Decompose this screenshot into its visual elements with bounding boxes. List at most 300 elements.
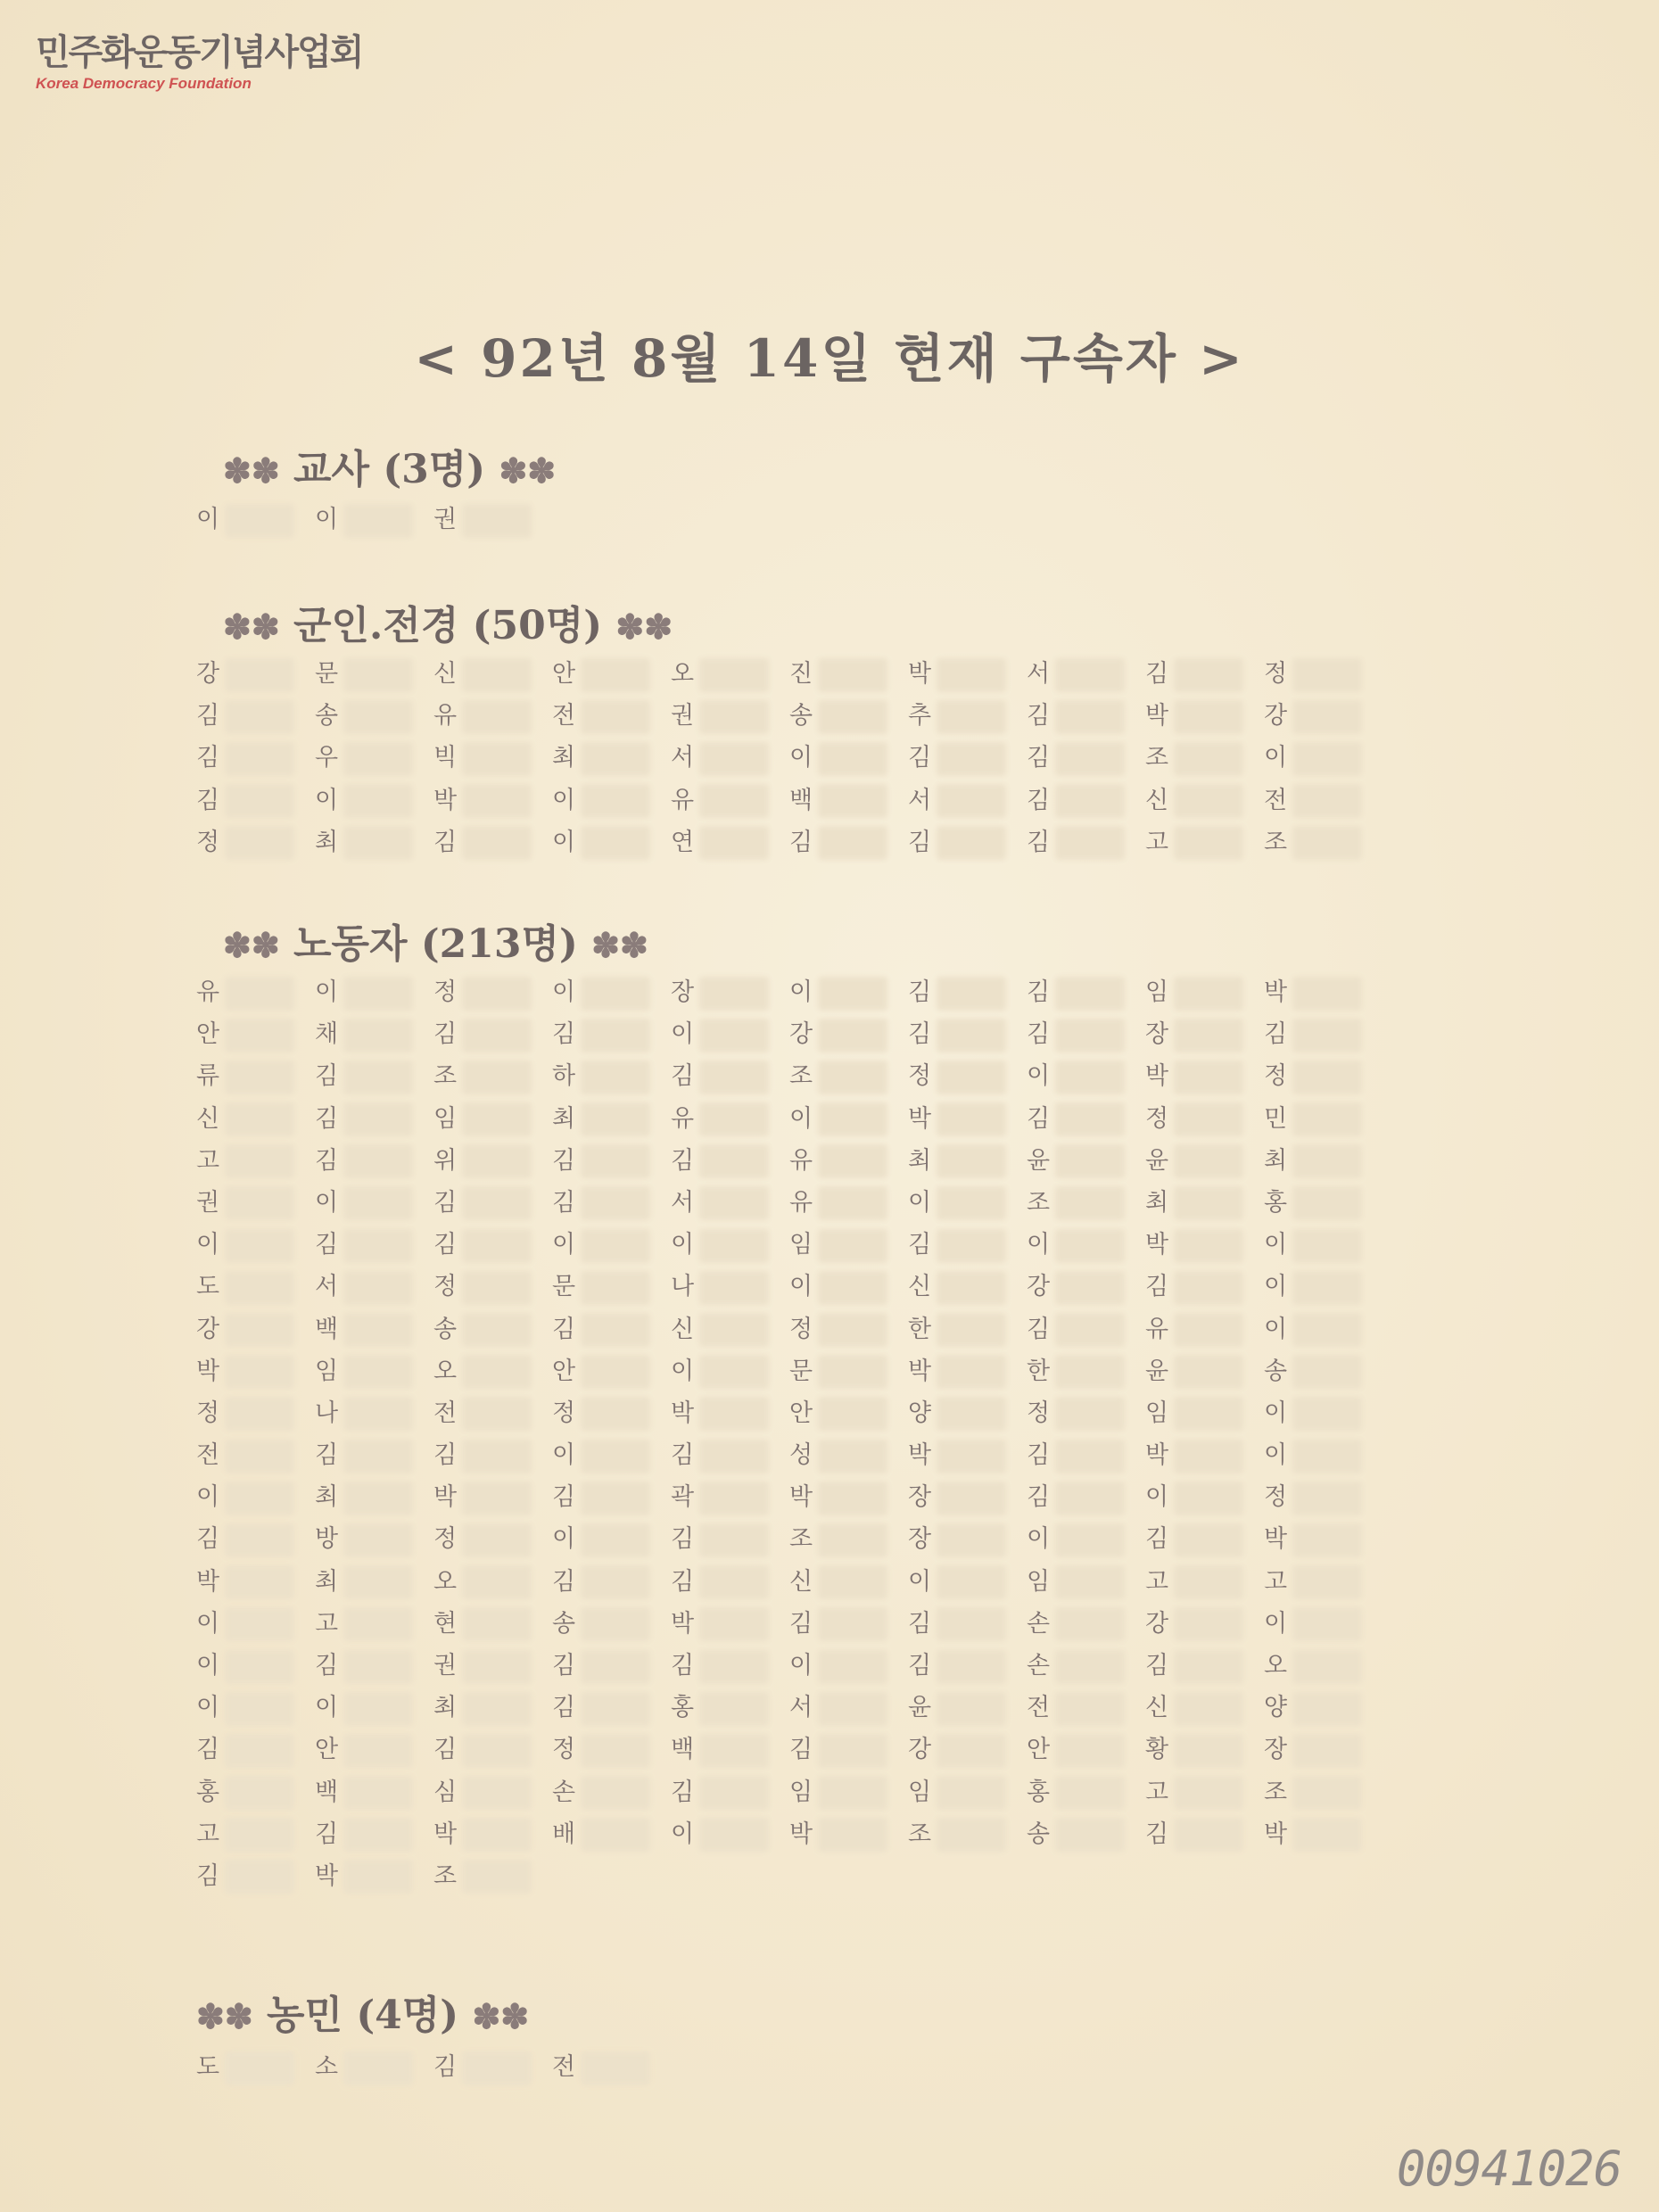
name-entry <box>1264 1775 1380 1811</box>
name-entry <box>789 1817 905 1853</box>
name-entry <box>315 1102 431 1137</box>
surname-text: 한 <box>908 1315 932 1343</box>
surname-text: 조 <box>433 1861 458 1890</box>
name-entry <box>1027 1648 1143 1684</box>
surname-text: 이 <box>789 744 813 772</box>
name-entry <box>196 1354 312 1390</box>
name-entry <box>552 740 668 776</box>
redaction-blur <box>462 742 532 776</box>
redaction-blur <box>581 977 650 1011</box>
surname-text: 김 <box>1027 1020 1051 1049</box>
redaction-blur <box>699 1186 769 1220</box>
redaction-blur <box>937 1061 1006 1094</box>
redaction-blur <box>1174 1019 1243 1052</box>
name-entry <box>315 825 431 861</box>
surname-text: 유 <box>671 1104 695 1133</box>
name-entry <box>1027 1690 1143 1726</box>
name-entry <box>315 783 431 819</box>
name-entry <box>196 1732 312 1768</box>
surname-text: 김 <box>908 1609 932 1638</box>
redaction-blur <box>699 1818 769 1852</box>
name-entry <box>552 1102 668 1137</box>
name-entry <box>1145 1059 1261 1094</box>
redaction-blur <box>1055 1440 1125 1473</box>
name-entry <box>433 698 549 734</box>
redaction-blur <box>699 826 769 860</box>
name-entry <box>315 975 431 1011</box>
redaction-blur <box>937 1523 1006 1557</box>
surname-text: 이 <box>196 1694 220 1722</box>
redaction-blur <box>937 1271 1006 1305</box>
surname-text: 강 <box>196 1315 220 1343</box>
name-entry <box>789 1102 905 1137</box>
redaction-blur <box>1055 1229 1125 1263</box>
redaction-blur <box>937 1019 1006 1052</box>
name-entry <box>315 698 431 734</box>
surname-text: 도 <box>196 2053 220 2081</box>
surname-text: 오 <box>1264 1652 1288 1680</box>
name-entry <box>315 2050 431 2085</box>
name-entry <box>552 1227 668 1263</box>
name-entry <box>1264 1648 1380 1684</box>
surname-text: 홍 <box>1264 1188 1288 1217</box>
surname-text: 김 <box>1145 1525 1169 1554</box>
redaction-blur <box>343 742 413 776</box>
name-entry <box>671 1648 787 1684</box>
surname-text: 이 <box>789 1104 813 1133</box>
surname-text: 민 <box>1264 1104 1288 1133</box>
name-entry <box>433 1185 549 1221</box>
surname-text: 손 <box>1027 1609 1051 1638</box>
redaction-blur <box>1174 1102 1243 1136</box>
surname-text: 박 <box>433 786 458 814</box>
redaction-blur <box>699 1650 769 1684</box>
name-entry <box>552 1690 668 1726</box>
surname-text: 오 <box>671 660 695 688</box>
surname-text: 현 <box>433 1609 458 1638</box>
redaction-blur <box>225 1565 294 1599</box>
name-entry <box>433 1396 549 1432</box>
redaction-blur <box>581 784 650 818</box>
redaction-blur <box>462 1565 532 1599</box>
surname-text: 최 <box>552 1104 576 1133</box>
name-entry <box>1264 1564 1380 1600</box>
surname-text: 유 <box>789 1188 813 1217</box>
surname-text: 윤 <box>1027 1146 1051 1175</box>
redaction-blur <box>937 658 1006 692</box>
surname-text: 박 <box>196 1567 220 1596</box>
surname-text: 문 <box>552 1273 576 1301</box>
surname-text: 박 <box>908 1357 932 1385</box>
surname-text: 이 <box>789 1273 813 1301</box>
redaction-blur <box>462 1061 532 1094</box>
surname-text: 이 <box>552 1525 576 1554</box>
name-entry <box>315 1269 431 1305</box>
name-entry <box>1145 1269 1261 1305</box>
surname-text: 서 <box>671 744 695 772</box>
surname-text: 박 <box>1264 978 1288 1006</box>
surname-text: 신 <box>1145 1694 1169 1722</box>
name-entry <box>1027 698 1143 734</box>
surname-text: 성 <box>789 1441 813 1470</box>
name-entry <box>552 1312 668 1348</box>
redaction-blur <box>937 1440 1006 1473</box>
name-entry <box>789 1396 905 1432</box>
name-entry <box>1145 698 1261 734</box>
surname-text: 김 <box>433 1020 458 1049</box>
redaction-blur <box>1174 1607 1243 1641</box>
redaction-blur <box>1055 658 1125 692</box>
redaction-blur <box>1055 1271 1125 1305</box>
surname-text: 신 <box>433 660 458 688</box>
name-entry <box>671 1102 787 1137</box>
surname-text: 이 <box>552 978 576 1006</box>
surname-text: 김 <box>433 1231 458 1259</box>
redaction-blur <box>818 1271 887 1305</box>
surname-text: 최 <box>315 1567 339 1596</box>
redaction-blur <box>818 1229 887 1263</box>
redaction-blur <box>818 977 887 1011</box>
redaction-blur <box>343 504 413 538</box>
redaction-blur <box>1174 1186 1243 1220</box>
redaction-blur <box>462 504 532 538</box>
redaction-blur <box>1292 1523 1362 1557</box>
surname-text: 박 <box>671 1399 695 1427</box>
name-entry <box>789 1480 905 1515</box>
name-entry <box>433 740 549 776</box>
name-entry <box>433 1017 549 1052</box>
surname-text: 이 <box>315 506 339 533</box>
name-entry <box>315 1732 431 1768</box>
redaction-blur <box>343 1565 413 1599</box>
name-entry <box>1264 698 1380 734</box>
redaction-blur <box>1174 1229 1243 1263</box>
surname-text: 나 <box>315 1399 339 1427</box>
redaction-blur <box>1174 1523 1243 1557</box>
surname-text: 박 <box>1145 1441 1169 1470</box>
surname-text: 이 <box>789 1652 813 1680</box>
name-entry <box>908 1143 1024 1179</box>
surname-text: 김 <box>315 1441 339 1470</box>
surname-text: 김 <box>908 1020 932 1049</box>
name-entry <box>1145 656 1261 692</box>
name-entry <box>1264 1227 1380 1263</box>
section-heading-teachers <box>223 437 556 494</box>
redaction-blur <box>699 700 769 734</box>
surname-text: 이 <box>196 1483 220 1512</box>
redaction-blur <box>343 1144 413 1178</box>
name-entry <box>1264 1396 1380 1432</box>
surname-text: 김 <box>433 828 458 856</box>
surname-text: 전 <box>552 702 576 730</box>
surname-text: 정 <box>196 1399 220 1427</box>
name-entry <box>1145 1817 1261 1853</box>
redaction-blur <box>581 826 650 860</box>
redaction-blur <box>1292 1482 1362 1515</box>
redaction-blur <box>343 1102 413 1136</box>
redaction-blur <box>699 1061 769 1094</box>
surname-text: 김 <box>552 1188 576 1217</box>
name-entry <box>1264 975 1380 1011</box>
name-entry <box>789 1143 905 1179</box>
name-entry <box>671 698 787 734</box>
redaction-blur <box>225 1271 294 1305</box>
redaction-blur <box>937 1818 1006 1852</box>
redaction-blur <box>581 1144 650 1178</box>
redaction-blur <box>1055 700 1125 734</box>
name-entry <box>1264 1059 1380 1094</box>
name-entry <box>552 783 668 819</box>
redaction-blur <box>1174 1565 1243 1599</box>
surname-text: 백 <box>789 786 813 814</box>
redaction-blur <box>462 1271 532 1305</box>
name-entry <box>1145 1017 1261 1052</box>
surname-text: 임 <box>315 1357 339 1385</box>
redaction-blur <box>581 1482 650 1515</box>
redaction-blur <box>1174 784 1243 818</box>
name-entry <box>789 1690 905 1726</box>
surname-text: 이 <box>1027 1231 1051 1259</box>
name-entry <box>789 1648 905 1684</box>
redaction-blur <box>462 977 532 1011</box>
name-entry <box>1027 825 1143 861</box>
redaction-blur <box>462 1523 532 1557</box>
redaction-blur <box>1174 1397 1243 1431</box>
name-entry <box>433 1859 549 1894</box>
surname-text: 송 <box>315 702 339 730</box>
name-entry <box>671 1817 787 1853</box>
redaction-blur <box>581 1607 650 1641</box>
name-entry <box>315 1648 431 1684</box>
redaction-blur <box>581 700 650 734</box>
surname-text: 정 <box>1264 1483 1288 1512</box>
redaction-blur <box>581 742 650 776</box>
surname-text: 장 <box>908 1525 932 1554</box>
name-entry <box>789 1059 905 1094</box>
redaction-blur <box>818 1397 887 1431</box>
name-entry <box>315 1480 431 1515</box>
surname-text: 신 <box>196 1104 220 1133</box>
name-entry <box>1145 1564 1261 1600</box>
name-entry <box>315 1690 431 1726</box>
name-entry <box>789 783 905 819</box>
surname-text: 이 <box>1027 1525 1051 1554</box>
redaction-blur <box>1292 1650 1362 1684</box>
surname-text: 김 <box>908 1231 932 1259</box>
name-entry <box>1027 1606 1143 1642</box>
name-entry <box>315 740 431 776</box>
surname-text: 임 <box>1027 1567 1051 1596</box>
redaction-blur <box>462 1734 532 1768</box>
name-entry <box>196 1690 312 1726</box>
name-entry <box>1145 825 1261 861</box>
redaction-blur <box>581 1818 650 1852</box>
redaction-blur <box>937 700 1006 734</box>
name-entry <box>433 1227 549 1263</box>
surname-text: 하 <box>552 1062 576 1091</box>
redaction-blur <box>937 1734 1006 1768</box>
redaction-blur <box>225 1607 294 1641</box>
name-entry <box>1027 1438 1143 1473</box>
surname-text: 이 <box>315 978 339 1006</box>
surname-text: 김 <box>1027 1104 1051 1133</box>
surname-text: 추 <box>908 702 932 730</box>
surname-text: 권 <box>196 1188 220 1217</box>
redaction-blur <box>818 784 887 818</box>
redaction-blur <box>225 1355 294 1389</box>
redaction-blur <box>1292 784 1362 818</box>
surname-text: 김 <box>196 1525 220 1554</box>
surname-text: 김 <box>552 1694 576 1722</box>
name-entry <box>908 1775 1024 1811</box>
asterisk-icon: ✽✽ <box>223 607 280 647</box>
name-entry <box>433 1102 549 1137</box>
redaction-blur <box>1292 1186 1362 1220</box>
name-entry <box>433 1480 549 1515</box>
name-entry <box>789 740 905 776</box>
redaction-blur <box>818 1776 887 1810</box>
surname-text: 박 <box>196 1357 220 1385</box>
redaction-blur <box>581 1776 650 1810</box>
surname-text: 조 <box>1027 1188 1051 1217</box>
name-entry <box>908 783 1024 819</box>
surname-text: 윤 <box>1145 1146 1169 1175</box>
name-entry <box>671 1396 787 1432</box>
surname-text: 이 <box>908 1188 932 1217</box>
redaction-blur <box>225 658 294 692</box>
redaction-blur <box>1292 1144 1362 1178</box>
surname-text: 빅 <box>433 744 458 772</box>
name-entry <box>1145 1775 1261 1811</box>
surname-text: 김 <box>908 978 932 1006</box>
surname-text: 양 <box>908 1399 932 1427</box>
name-entry <box>552 1480 668 1515</box>
name-entry <box>789 1438 905 1473</box>
name-entry <box>908 1732 1024 1768</box>
surname-text: 서 <box>315 1273 339 1301</box>
redaction-blur <box>581 1102 650 1136</box>
redaction-blur <box>225 1818 294 1852</box>
surname-text: 김 <box>671 1652 695 1680</box>
surname-text: 조 <box>1145 744 1169 772</box>
redaction-blur <box>699 1523 769 1557</box>
name-entry <box>433 1775 549 1811</box>
surname-text: 임 <box>789 1778 813 1806</box>
redaction-blur <box>818 1186 887 1220</box>
surname-text: 김 <box>1027 786 1051 814</box>
redaction-blur <box>1174 1144 1243 1178</box>
name-entry <box>908 825 1024 861</box>
name-entry <box>908 1480 1024 1515</box>
surname-text: 이 <box>1027 1062 1051 1091</box>
redaction-blur <box>462 1692 532 1726</box>
redaction-blur <box>343 826 413 860</box>
name-entry <box>908 1102 1024 1137</box>
name-entry <box>789 1312 905 1348</box>
surname-text: 이 <box>1264 1609 1288 1638</box>
redaction-blur <box>818 1482 887 1515</box>
surname-text: 김 <box>315 1231 339 1259</box>
redaction-blur <box>225 1144 294 1178</box>
redaction-blur <box>1292 1271 1362 1305</box>
name-entry <box>315 1522 431 1557</box>
name-entry <box>1264 1017 1380 1052</box>
surname-text: 김 <box>433 1441 458 1470</box>
redaction-blur <box>1292 1776 1362 1810</box>
surname-text: 이 <box>196 1609 220 1638</box>
name-entry <box>1027 1269 1143 1305</box>
foundation-logo <box>36 32 362 93</box>
name-entry <box>196 975 312 1011</box>
name-entry <box>1145 1438 1261 1473</box>
name-entry <box>1264 1269 1380 1305</box>
redaction-blur <box>818 1565 887 1599</box>
name-entry <box>671 1354 787 1390</box>
name-entry <box>1264 1732 1380 1768</box>
redaction-blur <box>1292 1565 1362 1599</box>
redaction-blur <box>343 1482 413 1515</box>
surname-text: 권 <box>433 506 458 533</box>
redaction-blur <box>699 1102 769 1136</box>
name-entry <box>433 1354 549 1390</box>
surname-text: 손 <box>552 1778 576 1806</box>
name-entry <box>1145 1185 1261 1221</box>
surname-text: 조 <box>908 1820 932 1848</box>
name-entry <box>552 1143 668 1179</box>
redaction-blur <box>225 1186 294 1220</box>
surname-text: 박 <box>789 1820 813 1848</box>
redaction-blur <box>225 1440 294 1473</box>
name-entry <box>1027 1522 1143 1557</box>
surname-text: 김 <box>315 1820 339 1848</box>
name-entry <box>433 825 549 861</box>
surname-text: 양 <box>1264 1694 1288 1722</box>
redaction-blur <box>818 1355 887 1389</box>
name-entry <box>552 975 668 1011</box>
redaction-blur <box>1055 1565 1125 1599</box>
redaction-blur <box>581 1061 650 1094</box>
asterisk-icon: ✽✽ <box>615 607 673 647</box>
name-entry <box>671 1438 787 1473</box>
name-entry <box>315 1354 431 1390</box>
redaction-blur <box>699 1229 769 1263</box>
redaction-blur <box>462 784 532 818</box>
surname-text: 정 <box>1027 1399 1051 1427</box>
document-title: < 92년 8월 14일 현재 구속자 > <box>414 328 1245 389</box>
surname-text: 김 <box>315 1146 339 1175</box>
redaction-blur <box>1174 1313 1243 1347</box>
name-entry <box>1264 825 1380 861</box>
redaction-blur <box>699 1440 769 1473</box>
redaction-blur <box>343 1440 413 1473</box>
name-entry <box>1027 1817 1143 1853</box>
name-entry <box>1145 1648 1261 1684</box>
name-entry <box>789 1269 905 1305</box>
surname-text: 송 <box>552 1609 576 1638</box>
redaction-blur <box>1174 1271 1243 1305</box>
redaction-blur <box>937 1482 1006 1515</box>
redaction-blur <box>818 1144 887 1178</box>
name-entry <box>1145 1396 1261 1432</box>
name-entry <box>1145 1227 1261 1263</box>
surname-text: 박 <box>789 1483 813 1512</box>
surname-text: 최 <box>315 828 339 856</box>
surname-text: 김 <box>671 1146 695 1175</box>
name-entry <box>552 825 668 861</box>
name-entry <box>1145 1732 1261 1768</box>
name-entry <box>908 656 1024 692</box>
surname-text: 홍 <box>1027 1778 1051 1806</box>
